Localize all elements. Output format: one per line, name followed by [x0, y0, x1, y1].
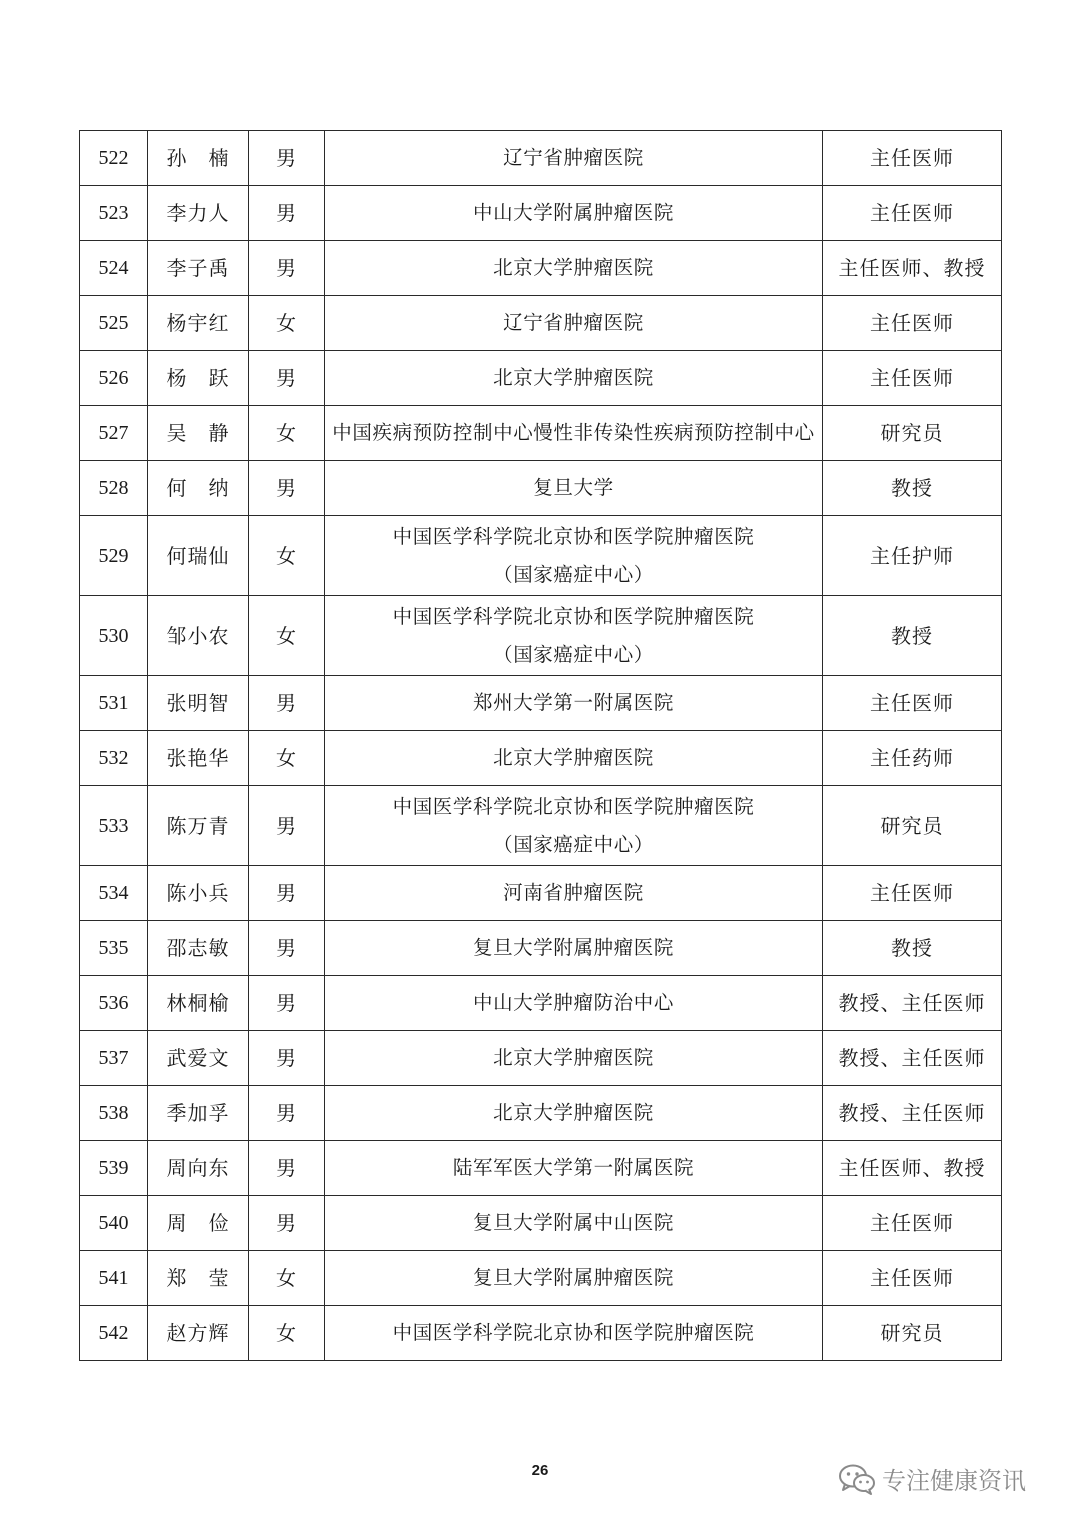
- table-row: [80, 1141, 1002, 1196]
- cell-organization: [325, 1306, 823, 1361]
- cell-gender: 男: [249, 1086, 325, 1141]
- table-row: [80, 296, 1002, 351]
- cell-gender: 女: [249, 731, 325, 786]
- cell-number: 531: [80, 676, 148, 731]
- cell-number: 533: [80, 786, 148, 866]
- table-row: [80, 1251, 1002, 1306]
- organization-line: 北京大学肿瘤医院: [493, 746, 654, 769]
- cell-name: 周 俭: [148, 1196, 249, 1251]
- cell-organization: [325, 731, 823, 786]
- cell-gender: 男: [249, 1031, 325, 1086]
- table-row: [80, 786, 1002, 866]
- cell-gender: 男: [249, 241, 325, 296]
- table-row: [80, 351, 1002, 406]
- organization-line: （国家癌症中心）: [493, 562, 654, 586]
- cell-gender: 男: [249, 676, 325, 731]
- cell-number: 542: [80, 1306, 148, 1361]
- table-row: [80, 461, 1002, 516]
- cell-number: 529: [80, 516, 148, 596]
- cell-name: 季加孚: [148, 1086, 249, 1141]
- cell-name: 何瑞仙: [148, 516, 249, 596]
- cell-name: 李力人: [148, 186, 249, 241]
- cell-title: 主任医师: [823, 1251, 1002, 1306]
- organization-line: 辽宁省肿瘤医院: [503, 311, 644, 334]
- cell-title: 研究员: [823, 1306, 1002, 1361]
- table-row: [80, 186, 1002, 241]
- organization-line: 北京大学肿瘤医院: [493, 1046, 654, 1069]
- organization-line: 河南省肿瘤医院: [503, 881, 644, 904]
- cell-title: 主任医师: [823, 131, 1002, 186]
- cell-gender: 男: [249, 866, 325, 921]
- cell-organization: [325, 131, 823, 186]
- organization-line: 复旦大学附属中山医院: [472, 1211, 674, 1234]
- table-row: [80, 241, 1002, 296]
- organization-line: 中国医学科学院北京协和医学院肿瘤医院: [392, 604, 755, 628]
- cell-number: 530: [80, 596, 148, 676]
- cell-gender: 男: [249, 1196, 325, 1251]
- cell-gender: 男: [249, 976, 325, 1031]
- cell-organization: [325, 461, 823, 516]
- cell-number: 527: [80, 406, 148, 461]
- table-row: [80, 131, 1002, 186]
- cell-title: 教授: [823, 921, 1002, 976]
- cell-number: 526: [80, 351, 148, 406]
- cell-name: 张艳华: [148, 731, 249, 786]
- table-row: [80, 1196, 1002, 1251]
- cell-gender: 女: [249, 1251, 325, 1306]
- cell-number: 522: [80, 131, 148, 186]
- cell-number: 532: [80, 731, 148, 786]
- cell-gender: 男: [249, 351, 325, 406]
- cell-name: 吴 静: [148, 406, 249, 461]
- cell-organization: [325, 351, 823, 406]
- cell-title: 主任医师: [823, 296, 1002, 351]
- table-row: [80, 866, 1002, 921]
- cell-title: 主任医师: [823, 186, 1002, 241]
- organization-line: 北京大学肿瘤医院: [493, 366, 654, 389]
- cell-name: 张明智: [148, 676, 249, 731]
- page-number: 26: [531, 1462, 549, 1479]
- cell-name: 孙 楠: [148, 131, 249, 186]
- cell-name: 林桐榆: [148, 976, 249, 1031]
- cell-organization: [325, 516, 823, 596]
- watermark-text: 专注健康资讯: [882, 1467, 1026, 1495]
- table-row: [80, 1086, 1002, 1141]
- cell-organization: [325, 921, 823, 976]
- cell-title: 主任医师: [823, 1196, 1002, 1251]
- organization-line: 北京大学肿瘤医院: [493, 256, 654, 279]
- cell-gender: 男: [249, 131, 325, 186]
- cell-gender: 女: [249, 596, 325, 676]
- cell-number: 536: [80, 976, 148, 1031]
- cell-title: 研究员: [823, 406, 1002, 461]
- organization-line: 复旦大学: [533, 476, 614, 499]
- table-row: [80, 406, 1002, 461]
- cell-title: 教授、主任医师: [823, 1031, 1002, 1086]
- organization-line: （国家癌症中心）: [493, 832, 654, 856]
- cell-organization: [325, 786, 823, 866]
- cell-number: 528: [80, 461, 148, 516]
- cell-number: 539: [80, 1141, 148, 1196]
- cell-gender: 女: [249, 516, 325, 596]
- cell-title: 教授、主任医师: [823, 976, 1002, 1031]
- cell-name: 杨 跃: [148, 351, 249, 406]
- cell-title: 主任医师: [823, 351, 1002, 406]
- cell-gender: 男: [249, 186, 325, 241]
- table-row: [80, 731, 1002, 786]
- organization-line: 中国疾病预防控制中心慢性非传染性疾病预防控制中心: [332, 421, 815, 444]
- cell-number: 524: [80, 241, 148, 296]
- cell-number: 534: [80, 866, 148, 921]
- organization-line: 中山大学附属肿瘤医院: [472, 201, 674, 224]
- cell-name: 杨宇红: [148, 296, 249, 351]
- cell-organization: [325, 296, 823, 351]
- cell-organization: [325, 1031, 823, 1086]
- cell-organization: [325, 676, 823, 731]
- organization-line: 中国医学科学院北京协和医学院肿瘤医院: [392, 1321, 755, 1344]
- cell-organization: [325, 1141, 823, 1196]
- organization-line: 复旦大学附属肿瘤医院: [472, 1266, 674, 1289]
- cell-number: 525: [80, 296, 148, 351]
- organization-line: 中国医学科学院北京协和医学院肿瘤医院: [392, 524, 755, 548]
- cell-title: 教授、主任医师: [823, 1086, 1002, 1141]
- cell-title: 研究员: [823, 786, 1002, 866]
- cell-name: 邹小农: [148, 596, 249, 676]
- wechat-icon: [838, 1463, 876, 1495]
- cell-title: 主任医师: [823, 866, 1002, 921]
- cell-number: 535: [80, 921, 148, 976]
- cell-name: 陈万青: [148, 786, 249, 866]
- organization-line: 郑州大学第一附属医院: [472, 691, 674, 714]
- cell-organization: [325, 1251, 823, 1306]
- organization-line: 北京大学肿瘤医院: [493, 1101, 654, 1124]
- cell-title: 主任医师: [823, 676, 1002, 731]
- cell-organization: [325, 406, 823, 461]
- cell-organization: [325, 866, 823, 921]
- cell-gender: 女: [249, 1306, 325, 1361]
- member-table: [79, 130, 1002, 1361]
- cell-name: 赵方辉: [148, 1306, 249, 1361]
- cell-organization: [325, 1196, 823, 1251]
- table-row: [80, 516, 1002, 596]
- cell-gender: 女: [249, 406, 325, 461]
- cell-gender: 男: [249, 921, 325, 976]
- cell-name: 李子禹: [148, 241, 249, 296]
- table-row: [80, 976, 1002, 1031]
- organization-line: 中国医学科学院北京协和医学院肿瘤医院: [392, 794, 755, 818]
- cell-title: 主任医师、教授: [823, 1141, 1002, 1196]
- organization-line: （国家癌症中心）: [493, 642, 654, 666]
- cell-name: 邵志敏: [148, 921, 249, 976]
- cell-number: 540: [80, 1196, 148, 1251]
- cell-organization: [325, 1086, 823, 1141]
- organization-line: 辽宁省肿瘤医院: [503, 146, 644, 169]
- cell-name: 武爱文: [148, 1031, 249, 1086]
- organization-line: 复旦大学附属肿瘤医院: [472, 936, 674, 959]
- cell-gender: 男: [249, 1141, 325, 1196]
- organization-line: 陆军军医大学第一附属医院: [452, 1156, 695, 1179]
- cell-title: 主任护师: [823, 516, 1002, 596]
- cell-number: 541: [80, 1251, 148, 1306]
- table-row: [80, 596, 1002, 676]
- table-row: [80, 1306, 1002, 1361]
- cell-title: 主任药师: [823, 731, 1002, 786]
- organization-line: 中山大学肿瘤防治中心: [472, 991, 674, 1014]
- cell-name: 郑 莹: [148, 1251, 249, 1306]
- cell-organization: [325, 241, 823, 296]
- cell-name: 陈小兵: [148, 866, 249, 921]
- cell-organization: [325, 186, 823, 241]
- cell-organization: [325, 976, 823, 1031]
- cell-number: 537: [80, 1031, 148, 1086]
- cell-name: 周向东: [148, 1141, 249, 1196]
- cell-title: 主任医师、教授: [823, 241, 1002, 296]
- cell-title: 教授: [823, 596, 1002, 676]
- cell-number: 523: [80, 186, 148, 241]
- table-row: [80, 1031, 1002, 1086]
- cell-gender: 男: [249, 461, 325, 516]
- cell-gender: 女: [249, 296, 325, 351]
- table-row: [80, 676, 1002, 731]
- table-row: [80, 921, 1002, 976]
- cell-organization: [325, 596, 823, 676]
- member-table-body: [80, 131, 1002, 1361]
- cell-title: 教授: [823, 461, 1002, 516]
- cell-name: 何 纳: [148, 461, 249, 516]
- watermark: [838, 1461, 1026, 1496]
- cell-gender: 男: [249, 786, 325, 866]
- cell-number: 538: [80, 1086, 148, 1141]
